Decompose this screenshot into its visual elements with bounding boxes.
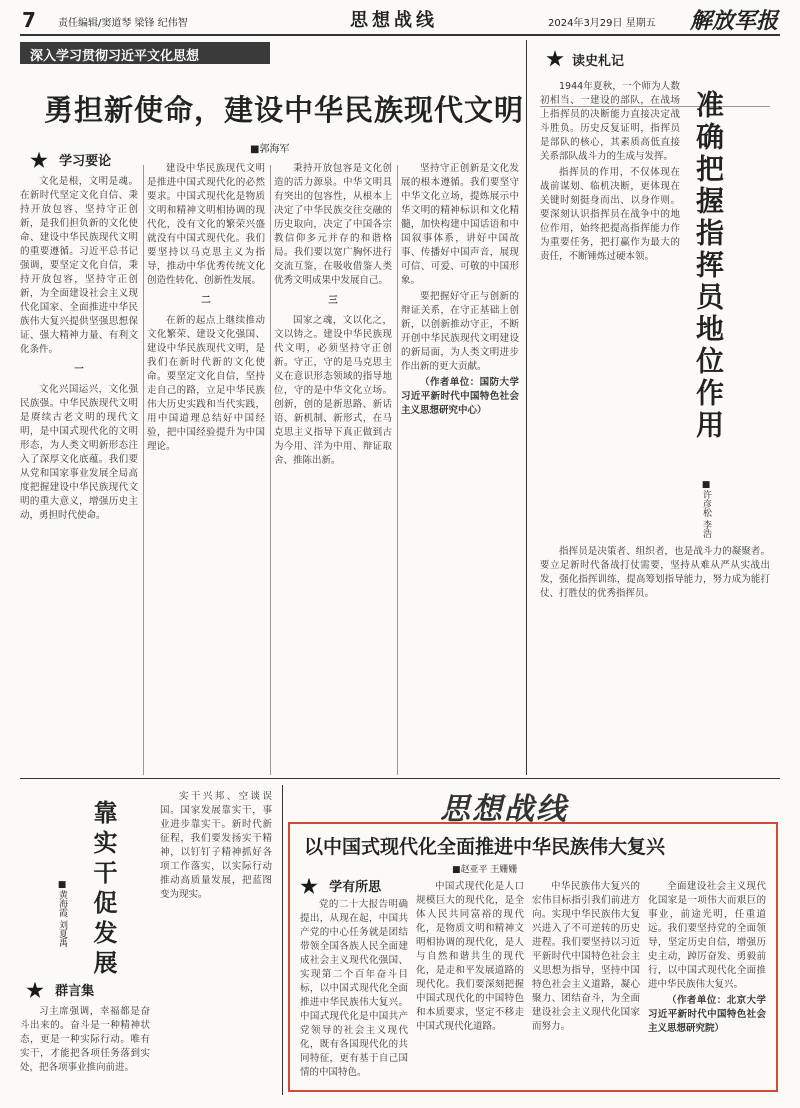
learn-think-label: 学有所思 [329, 880, 382, 895]
main-column-3 [274, 162, 392, 775]
main-column-4 [401, 162, 519, 775]
issue-date: 2024年3月29日 星期五 [548, 18, 656, 29]
right-column-2 [540, 545, 770, 775]
page-number: 7 [22, 8, 36, 32]
lower-left-author: ■黄海霞 刘夏禹 [57, 880, 67, 947]
topic-banner-text: 深入学习贯彻习近平文化思想 [30, 49, 200, 64]
main-col4-para: 坚持守正创新是文化发展的根本遵循。我们要坚守中华文化立场，提炼展示中华文明的精神标识和文化精髓，加快构建中国话语和中国叙事体系，讲好中国故事、传播好中国声音，展现可信、可爱、可敬的中国形象。 [401, 163, 519, 286]
main-article-author: ■郭海军 [250, 144, 290, 155]
star-icon [30, 152, 48, 170]
feature-column-1 [300, 898, 408, 1086]
feature-col2: 中国式现代化是人口规模巨大的现代化，是全体人民共同富裕的现代化，是物质文明和精神文明相协调的现代化，是人与自然和谐共生的现代化，是走和平发展道路的现代化。我们要深刻把握中国式现代化的中国特色和本质要求，坚定不移走中国式现代化道路。 [416, 881, 524, 1032]
main-article-title: 勇担新使命，建设中华民族现代文明 [44, 93, 525, 127]
feature-column-3 [532, 880, 640, 1086]
feature-author: ■赵亚平 王姗姗 [452, 865, 518, 875]
feature-col3: 中华民族伟大复兴的宏伟目标指引我们前进方向。实现中华民族伟大复兴进入了不可逆转的历史进程。我们要坚持以习近平新时代中国特色社会主义思想为指导，坚持中国特色社会主义道路，凝心聚力、团结奋斗，为全面建设社会主义现代化国家而努力。 [532, 881, 640, 1032]
learn-think-subhead [300, 876, 381, 896]
main-col1-para: 文化是根，文明是魂。在新时代坚定文化自信、秉持开放包容、坚持守正创新，是我们担负新的文化使命、建设中华民族现代文明的重要遵循。习近平总书记强调，要坚定文化自信，秉持开放包容，坚持守正创新，为全面建设社会主义现代化国家、全面推进中华民族伟大复兴提供坚强思想保证、强大精神力量、有利文化条件。 [20, 176, 138, 355]
feature-title: 以中国式现代化全面推进中华民族伟大复兴 [304, 836, 666, 858]
lower-left-body [160, 790, 272, 1090]
feature-column-2 [416, 858, 524, 1108]
main-col4-para-b: 要把握好守正与创新的辩证关系，在守正基础上创新，以创新推动守正，不断开创中华民族现代文明建设的新局面，为人类文明进步作出新的更大贡献。 [401, 291, 519, 372]
right-body-1: 1944年夏秋，一个师为人数初相当、一建设的部队，在战场上指挥员的决断能力直接决定战斗胜负。历史反复证明，指挥员是部队的核心，其素质高低直接关系部队战斗力的生成与发挥。 [540, 81, 680, 162]
star-icon [546, 50, 564, 68]
study-subhead [30, 150, 111, 170]
lower-left-para-2: 习主席强调，幸福都是奋斗出来的。奋斗是一种精神状态，更是一种实际行动。唯有实干，才能把各项任务落到实处，把各项事业推向前进。 [20, 1006, 150, 1073]
section-numeral-3: 三 [328, 295, 338, 306]
study-subhead-label: 学习要论 [59, 154, 112, 169]
main-column-1 [20, 175, 138, 775]
section-title: 思想战线 [350, 10, 438, 31]
main-column-2 [147, 162, 265, 775]
feature-byline-note: （作者单位：北京大学习近平新时代中国特色社会主义思想研究院） [648, 995, 766, 1034]
main-col3-para-b: 国家之魂，文以化之，文以铸之。建设中华民族现代文明，必须坚持守正创新。守正，守的是马克思主义在意识形态领域的指导地位，守的是中华文化立场。创新，创的是新思路、新话语、新机制、新形式，在马克思主义指导下真正做到古为今用、洋为中用、辩证取舍、推陈出新。 [274, 315, 392, 466]
main-col2-para: 建设中华民族现代文明是推进中国式现代化的必然要求。中国式现代化是物质文明和精神文明相协调的现代化，没有文化的繁荣兴盛就没有中国式现代化。我们要坚持以马克思主义为指导，推动中华优秀传统文化创造性转化、创新性发展。 [147, 163, 265, 286]
right-article-author: ■许彦松 李浩 [701, 480, 711, 538]
feature-col4: 全面建设社会主义现代化国家是一项伟大而艰巨的事业，前途光明，任重道远。我们要坚持党的全面领导，坚定历史自信，增强历史主动，踔厉奋发、勇毅前行，以中国式现代化全面推进中华民族伟大复兴。 [648, 881, 766, 990]
lower-left-body-2 [20, 1005, 150, 1095]
calligraphy-heading: 思想战线 [440, 792, 568, 827]
section-numeral-1: 一 [74, 364, 84, 375]
lower-left-title: 靠实干促发展 [89, 800, 118, 980]
right-column-1 [540, 80, 680, 540]
right-article-title: 准确把握指挥员地位作用 [692, 90, 725, 442]
star-icon [300, 878, 318, 896]
main-byline-note: （作者单位：国防大学习近平新时代中国特色社会主义思想研究中心） [401, 377, 519, 416]
group-words-subhead [26, 980, 94, 1000]
star-icon [26, 982, 44, 1000]
main-col3-para: 秉持开放包容是文化创造的活力源泉。中华文明具有突出的包容性，从根本上决定了中华民族交往交融的历史取向，决定了中国各宗教信仰多元并存的和谐格局。我们要以宽广胸怀进行交流互鉴，在吸收借鉴人类优秀文明成果中发展自己。 [274, 163, 392, 286]
masthead-logo: 解放军报 [690, 8, 779, 34]
lower-left-para: 实干兴邦、空谈误国。国家发展靠实干，事业进步靠实干。新时代新征程，我们要发扬实干精神，以钉钉子精神抓好各项工作落实，以实际行动推动高质量发展，把蓝图变为现实。 [160, 791, 272, 900]
feature-column-4 [648, 880, 766, 1086]
main-col2-para-b: 在新的起点上继续推动文化繁荣、建设文化强国、建设中华民族现代文明，是我们在新时代新的文化使命。要坚定文化自信，坚持走自己的路，立足中华民族伟大历史实践和当代实践，用中国道理总结好中国经验，把中国经验提升为中国理论。 [147, 315, 265, 452]
feature-col1: 党的二十大报告明确提出，从现在起，中国共产党的中心任务就是团结带领全国各族人民全面建成社会主义现代化强国、实现第二个百年奋斗目标，以中国式现代化全面推进中华民族伟大复兴。中国式现代化是中国共产党领导的社会主义现代化，既有各国现代化的共同特征，更有基于自己国情的中国特色。 [300, 899, 408, 1078]
feature-box [288, 822, 778, 1092]
page-header [0, 0, 800, 34]
editors-line: 责任编辑/窦道琴 梁锋 纪伟智 [58, 18, 188, 29]
topic-banner [20, 42, 270, 64]
history-notes-label: 读史札记 [572, 54, 625, 69]
main-col1-para-b: 文化兴国运兴，文化强民族强。中华民族现代文明是赓续古老文明的现代文明，是中国式现代化的文明形态，为人类文明新形态注入了深厚文化底蕴。我们要从党和国家事业发展全局高度把握建设中华民族现代文明的重大意义，增强历史主动，勇担时代使命。 [20, 384, 138, 521]
section-numeral-2: 二 [201, 295, 211, 306]
right-body-2: 指挥员的作用，不仅体现在战前谋划、临机决断，更体现在关键时刻挺身而出、以身作则。要深刻认识指挥员在战争中的地位作用，始终把提高指挥能力作为重要任务，把打赢作为最大的责任，不断锤炼过硬本领。 [540, 167, 680, 262]
group-words-label: 群言集 [55, 984, 95, 999]
right-body-3: 指挥员是决策者、组织者，也是战斗力的凝聚者。要立足新时代备战打仗需要，坚持从难从严从实战出发，强化指挥训练，提高筹划指导能力，努力成为能打仗、打胜仗的优秀指挥员。 [540, 546, 770, 599]
